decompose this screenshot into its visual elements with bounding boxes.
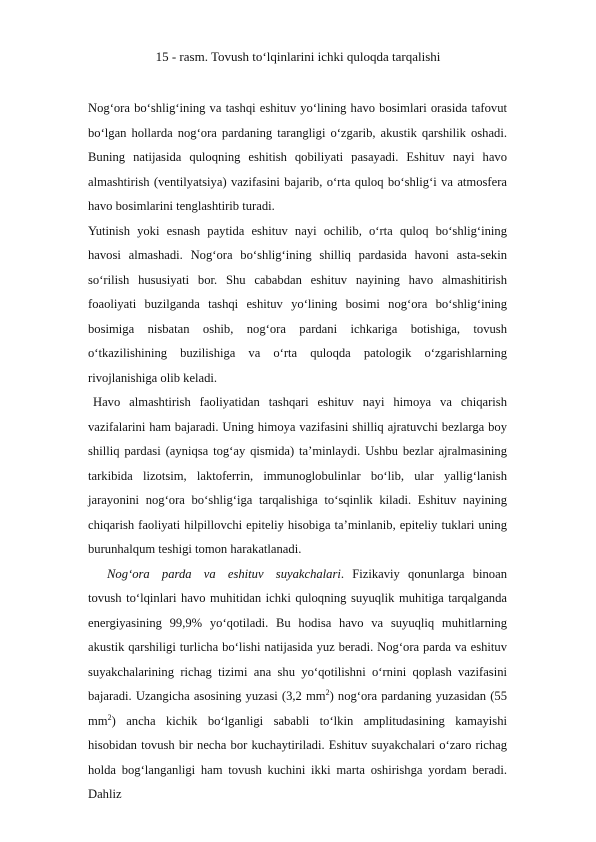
superscript-1: 2 (325, 687, 330, 697)
paragraph-3: Havo almashtirish faoliyatidan tashqari eshituv nayi himoya va chiqarish vazifalarini ham bajaradi. Uning himoya vazifasini shilliq ajratuvchi bezlarga boy shilliq pardasi (ayniqsa tog‘ay qismida) ta’minlaydi. Ushbu bezlar ajralmasining tarkibida lizotsim, laktoferrin, immunoglobulinlar bo‘lib, ular yallig‘lanish jarayonini nog‘ora bo‘shlig‘iga tarqalishiga to‘sqinlik kiladi. Eshituv nayining chiqarish faoliyati hilpillovchi epiteliy hisobiga ta’minlanib, epiteliy tuklari uning burunhalqum teshigi tomon harakatlanadi. (88, 395, 507, 556)
paragraph-4-text-2: ) nog‘ora pardaning yuzasidan (55 mm (88, 689, 508, 728)
document-body (88, 96, 507, 807)
paragraph-4-text-1: . Fizikaviy qonunlarga binoan tovush to‘lqinlari havo muhitidan ichki quloqning suyuqlik muhitiga tarqalganda energiyasining 99,9% yo‘qotiladi. Bu hodisa havo va suyuqliq muhitlarning akustik qarshiligi turlicha bo‘lishi natijasida yuz beradi. Nog‘ora parda va eshituv suyakchalarining richag tizimi ana shu yo‘qotilishni o‘rnini qoplash vazifasini bajaradi. Uzangicha asosining yuzasi (3,2 mm (88, 566, 507, 703)
superscript-2: 2 (107, 712, 112, 722)
paragraph-1: Nog‘ora bo‘shlig‘ining va tashqi eshituv yo‘lining havo bosimlari orasida tafovut bo‘lgan hollarda nog‘ora pardaning tarangligi o‘zgarib, akustik qarshilik oshadi. Buning natijasida quloqning eshitish qobiliyati pasayadi. Eshituv nayi havo almashtirish (ventilyatsiya) vazifasini bajarib, o‘rta quloq bo‘shlig‘i va atmosfera havo bosimlarini tenglashtirib turadi. (88, 101, 507, 213)
paragraph-4-text-3: ) ancha kichik bo‘lganligi sababli to‘lkin amplitudasining kamayishi hisobidan tovush bir necha bor kuchaytiriladi. Eshituv suyakchalari o‘zaro richag holda bog‘langanligi ham tovush kuchini ikki marta oshirishga yordam beradi. Dahliz (88, 713, 507, 801)
paragraph-2: Yutinish yoki esnash paytida eshituv nayi ochilib, o‘rta quloq bo‘shlig‘ining havosi almashadi. Nog‘ora bo‘shlig‘ining shilliq pardasida havoni asta-sekin so‘rilish hususiyati bor. Shu cababdan eshituv nayining havo almashitirish foaoliyati buzilganda tashqi eshituv yo‘lining bosimi nog‘ora bo‘shlig‘ining bosimiga nisbatan oshib, nog‘ora pardani ichkariga botishiga, tovush o‘tkazilishining buzilishiga va o‘rta quloqda patologik o‘zgarishlarning rivojlanishiga olib keladi. (88, 223, 507, 385)
section-heading: Nog‘ora parda va eshituv suyakchalari (107, 566, 341, 581)
paragraph-4 (88, 562, 507, 807)
figure-caption: 15 - rasm. Tovush to‘lqinlarini ichki quloqda tarqalishi (155, 49, 441, 64)
